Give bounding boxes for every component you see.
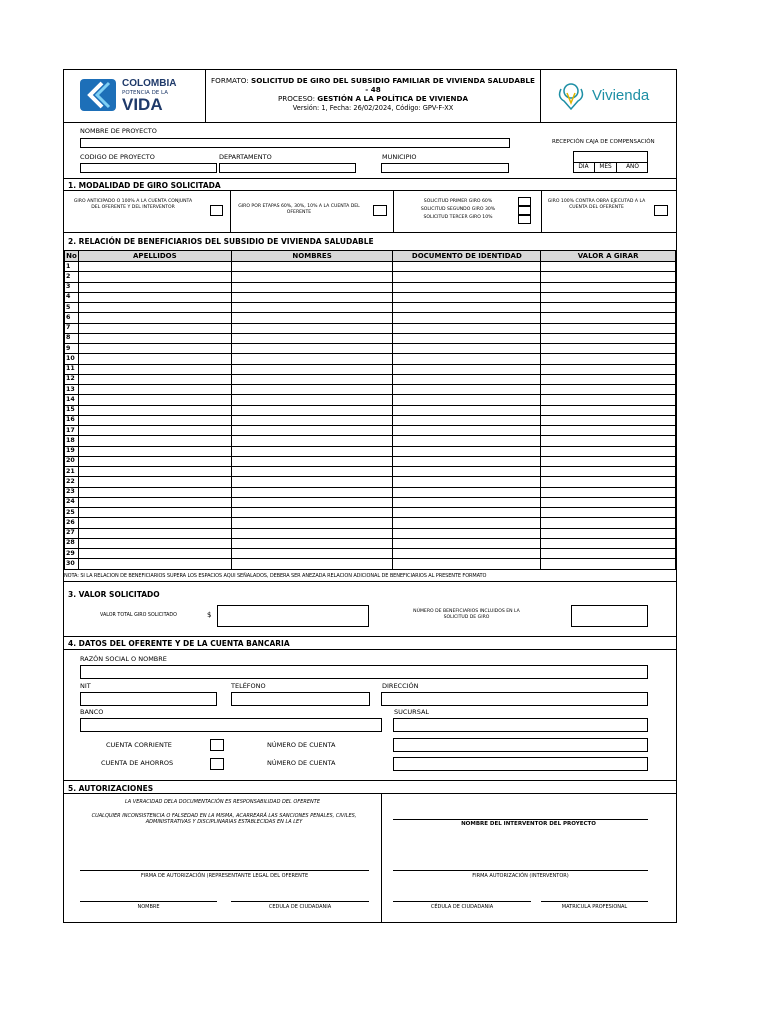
documento-cell[interactable] [393, 303, 541, 313]
row-number: 30 [65, 559, 79, 569]
nombres-cell[interactable] [231, 477, 393, 487]
row-number: 27 [65, 528, 79, 538]
documento-cell[interactable] [393, 446, 541, 456]
numero-cuenta-field-1[interactable] [393, 738, 648, 752]
valor-cell[interactable] [541, 549, 676, 559]
valor-cell[interactable] [541, 354, 676, 364]
opt3c-checkbox[interactable] [518, 215, 531, 224]
apellidos-cell[interactable] [78, 374, 231, 384]
valor-cell[interactable] [541, 436, 676, 446]
documento-cell[interactable] [393, 497, 541, 507]
documento-cell[interactable] [393, 374, 541, 384]
documento-cell[interactable] [393, 262, 541, 272]
row-number: 1 [65, 262, 79, 272]
row-number: 10 [65, 354, 79, 364]
documento-cell[interactable] [393, 385, 541, 395]
apellidos-cell[interactable] [78, 508, 231, 518]
opt2-label: GIRO POR ETAPAS 60%, 30%, 10% A LA CUENTA DEL OFERENTE [238, 204, 360, 215]
apellidos-cell[interactable] [78, 262, 231, 272]
section3-title: 3. VALOR SOLICITADO [68, 590, 160, 599]
apellidos-cell[interactable] [78, 415, 231, 425]
table-row [65, 436, 676, 446]
row-number: 2 [65, 272, 79, 282]
table-header-row [65, 251, 676, 262]
nombres-cell[interactable] [231, 374, 393, 384]
nombres-cell[interactable] [231, 528, 393, 538]
banco-field[interactable] [80, 718, 382, 732]
documento-cell[interactable] [393, 436, 541, 446]
apellidos-cell[interactable] [78, 405, 231, 415]
row-number: 29 [65, 549, 79, 559]
opt2-checkbox[interactable] [373, 205, 387, 216]
table-row [65, 467, 676, 477]
recepcion-label: RECEPCIÓN CAJA DE COMPENSACIÓN [552, 139, 655, 145]
table-row [65, 385, 676, 395]
valor-cell[interactable] [541, 333, 676, 343]
direccion-field[interactable] [381, 692, 648, 706]
valor-cell[interactable] [541, 323, 676, 333]
documento-cell[interactable] [393, 518, 541, 528]
apellidos-cell[interactable] [78, 426, 231, 436]
opt3a-label: SOLICITUD PRIMER GIRO 60% [423, 199, 493, 204]
interventor-name-label: NOMBRE DEL INTERVENTOR DEL PROYECTO [461, 821, 596, 827]
apellidos-cell[interactable] [78, 467, 231, 477]
apellidos-cell[interactable] [78, 364, 231, 374]
razon-social-label: RAZÓN SOCIAL O NOMBRE [80, 655, 167, 663]
proceso-line [206, 94, 540, 103]
apellidos-cell[interactable] [78, 344, 231, 354]
firma-oferente-label: FIRMA DE AUTORIZACIÓN (REPRESENTANTE LEGAL DEL OFERENTE [140, 873, 309, 879]
documento-cell[interactable] [393, 323, 541, 333]
formato-title [206, 76, 540, 85]
dia-label: DÍA [578, 164, 589, 170]
documento-cell[interactable] [393, 405, 541, 415]
coat-of-arms-icon [554, 79, 588, 113]
documento-cell[interactable] [393, 467, 541, 477]
matricula-label: MATRICULA PROFESIONAL [561, 904, 628, 910]
firma-interventor-label: FIRMA AUTORIZACIÓN (INTERVENTOR) [472, 873, 569, 879]
section4-title: 4. DATOS DEL OFERENTE Y DE LA CUENTA BANCARIA [68, 639, 290, 648]
row-number: 23 [65, 487, 79, 497]
valor-cell[interactable] [541, 559, 676, 569]
apellidos-cell[interactable] [78, 456, 231, 466]
apellidos-cell[interactable] [78, 333, 231, 343]
nombres-cell[interactable] [231, 364, 393, 374]
nombres-cell[interactable] [231, 344, 393, 354]
banco-label: BANCO [80, 708, 104, 716]
beneficiaries-table [64, 250, 676, 570]
nombres-cell[interactable] [231, 333, 393, 343]
version-line: Versión: 1, Fecha: 26/02/2024, Código: GPV-F-XX [292, 104, 454, 112]
nombres-cell[interactable] [231, 508, 393, 518]
opt3a-checkbox[interactable] [518, 197, 531, 206]
table-row [65, 487, 676, 497]
valor-cell[interactable] [541, 446, 676, 456]
nombres-cell[interactable] [231, 282, 393, 292]
nombres-cell[interactable] [231, 303, 393, 313]
table-row [65, 477, 676, 487]
apellidos-cell[interactable] [78, 446, 231, 456]
apellidos-cell[interactable] [78, 292, 231, 302]
apellidos-cell[interactable] [78, 549, 231, 559]
row-number: 25 [65, 508, 79, 518]
opt3c-label: SOLICITUD TERCER GIRO 10% [423, 215, 493, 220]
row-number: 24 [65, 497, 79, 507]
nombres-cell[interactable] [231, 415, 393, 425]
row-number: 15 [65, 405, 79, 415]
nombres-cell[interactable] [231, 313, 393, 323]
valor-cell[interactable] [541, 364, 676, 374]
valor-cell[interactable] [541, 262, 676, 272]
documento-cell[interactable] [393, 487, 541, 497]
apellidos-cell[interactable] [78, 303, 231, 313]
request-form [63, 69, 677, 923]
apellidos-cell[interactable] [78, 538, 231, 548]
cedula-interventor-label: CÉDULA DE CIUDADANIA [430, 904, 494, 910]
valor-cell[interactable] [541, 415, 676, 425]
row-number: 6 [65, 313, 79, 323]
nombre-proyecto-field[interactable] [80, 138, 510, 148]
nit-field[interactable] [80, 692, 217, 706]
table-row [65, 415, 676, 425]
table-row [65, 446, 676, 456]
proceso-prefix: PROCESO: [277, 94, 315, 103]
apellidos-cell[interactable] [78, 487, 231, 497]
table-row [65, 395, 676, 405]
razon-social-field[interactable] [80, 665, 648, 679]
table-row [65, 354, 676, 364]
opt3b-label: SOLICITUD SEGUNDO GIRO 30% [420, 207, 496, 212]
numero-cuenta-label-2: NÚMERO DE CUENTA [267, 759, 336, 767]
apellidos-cell[interactable] [78, 272, 231, 282]
nombres-cell[interactable] [231, 497, 393, 507]
formato-prefix: FORMATO: [211, 76, 249, 85]
row-number: 14 [65, 395, 79, 405]
row-number: 9 [65, 344, 79, 354]
row-number: 12 [65, 374, 79, 384]
valor-cell[interactable] [541, 282, 676, 292]
valor-cell[interactable] [541, 487, 676, 497]
valor-cell[interactable] [541, 477, 676, 487]
row-number: 19 [65, 446, 79, 456]
apellidos-cell[interactable] [78, 477, 231, 487]
table-row [65, 282, 676, 292]
numero-cuenta-field-2[interactable] [393, 757, 648, 771]
codigo-proyecto-field[interactable] [80, 163, 217, 173]
nombres-cell[interactable] [231, 549, 393, 559]
valor-cell[interactable] [541, 313, 676, 323]
nombres-cell[interactable] [231, 538, 393, 548]
nombres-cell[interactable] [231, 354, 393, 364]
row-number: 3 [65, 282, 79, 292]
apellidos-cell[interactable] [78, 313, 231, 323]
municipio-field[interactable] [381, 163, 509, 173]
row-number: 7 [65, 323, 79, 333]
table-row [65, 456, 676, 466]
table-row [65, 497, 676, 507]
table-row [65, 303, 676, 313]
row-number: 18 [65, 436, 79, 446]
formato-number: - 48 [365, 85, 381, 94]
section1-title: 1. MODALIDAD DE GIRO SOLICITADA [68, 181, 221, 190]
mes-label: MES [599, 164, 612, 170]
valor-cell[interactable] [541, 303, 676, 313]
documento-cell[interactable] [393, 528, 541, 538]
table-row [65, 344, 676, 354]
valor-cell[interactable] [541, 395, 676, 405]
telefono-label: TELÉFONO [231, 682, 266, 690]
nombres-cell[interactable] [231, 272, 393, 282]
row-number: 28 [65, 538, 79, 548]
sucursal-field[interactable] [393, 718, 648, 732]
documento-cell[interactable] [393, 415, 541, 425]
table-row [65, 374, 676, 384]
valor-cell[interactable] [541, 374, 676, 384]
table-row [65, 528, 676, 538]
row-number: 13 [65, 385, 79, 395]
table-row [65, 426, 676, 436]
col-apellidos: APELLIDOS [78, 251, 231, 262]
municipio-label: MUNICIPIO [382, 153, 417, 161]
opt4-checkbox[interactable] [654, 205, 668, 216]
currency-symbol: $ [207, 611, 212, 619]
nombres-cell[interactable] [231, 395, 393, 405]
nombres-cell[interactable] [231, 426, 393, 436]
apellidos-cell[interactable] [78, 282, 231, 292]
row-number: 17 [65, 426, 79, 436]
telefono-field[interactable] [231, 692, 370, 706]
cedula-oferente-label: CEDULA DE CIUDADANIA [268, 904, 332, 910]
documento-cell[interactable] [393, 364, 541, 374]
sucursal-label: SUCURSAL [394, 708, 430, 716]
cuenta-corriente-checkbox[interactable] [210, 739, 224, 751]
documento-cell[interactable] [393, 354, 541, 364]
apellidos-cell[interactable] [78, 323, 231, 333]
departamento-field[interactable] [219, 163, 356, 173]
row-number: 26 [65, 518, 79, 528]
apellidos-cell[interactable] [78, 395, 231, 405]
documento-cell[interactable] [393, 344, 541, 354]
col-valor: VALOR A GIRAR [541, 251, 676, 262]
cuenta-ahorros-label: CUENTA DE AHORROS [101, 759, 174, 767]
table-row [65, 405, 676, 415]
nombres-cell[interactable] [231, 323, 393, 333]
valor-cell[interactable] [541, 456, 676, 466]
table-row [65, 292, 676, 302]
colombia-arrow-icon [78, 75, 118, 115]
valor-total-field[interactable] [217, 605, 369, 627]
nombre-label: NOMBRE [137, 904, 160, 910]
row-number: 8 [65, 333, 79, 343]
row-number: 21 [65, 467, 79, 477]
colombia-logo [78, 75, 183, 115]
row-number: 20 [65, 456, 79, 466]
opt4-label: GIRO 100% CONTRA OBRA EJECUTAD A LA CUENTA DEL OFERENTE [547, 199, 646, 210]
logo-line1: COLOMBIA [122, 78, 177, 89]
apellidos-cell[interactable] [78, 385, 231, 395]
valor-cell[interactable] [541, 467, 676, 477]
nombres-cell[interactable] [231, 292, 393, 302]
row-number: 22 [65, 477, 79, 487]
nit-label: NIT [80, 682, 91, 690]
cuenta-corriente-label: CUENTA CORRIENTE [106, 741, 172, 749]
row-number: 16 [65, 415, 79, 425]
numero-beneficiarios-field[interactable] [571, 605, 648, 627]
table-row [65, 508, 676, 518]
proceso-name: GESTIÓN A LA POLÍTICA DE VIVIENDA [317, 94, 469, 103]
logo-line2: POTENCIA DE LA [122, 90, 168, 96]
departamento-label: DEPARTAMENTO [219, 153, 272, 161]
documento-cell[interactable] [393, 395, 541, 405]
table-row [65, 518, 676, 528]
numero-cuenta-label-1: NÚMERO DE CUENTA [267, 741, 336, 749]
table-row [65, 333, 676, 343]
formato-name: SOLICITUD DE GIRO DEL SUBSIDIO FAMILIAR DE VIVIENDA SALUDABLE [251, 76, 535, 85]
anio-label: AÑO [626, 164, 639, 170]
section5-title: 5. AUTORIZACIONES [68, 784, 154, 793]
table-row [65, 549, 676, 559]
table-row [65, 364, 676, 374]
documento-cell[interactable] [393, 538, 541, 548]
apellidos-cell[interactable] [78, 354, 231, 364]
valor-cell[interactable] [541, 385, 676, 395]
nombres-cell[interactable] [231, 405, 393, 415]
valor-cell[interactable] [541, 497, 676, 507]
direccion-label: DIRECCIÓN [382, 682, 419, 690]
table-row [65, 323, 676, 333]
section2-title: 2. RELACIÓN DE BENEFICIARIOS DEL SUBSIDIO DE VIVIENDA SALUDABLE [68, 237, 374, 246]
codigo-proyecto-label: CODIGO DE PROYECTO [80, 153, 155, 161]
documento-cell[interactable] [393, 272, 541, 282]
opt3b-checkbox[interactable] [518, 206, 531, 215]
documento-cell[interactable] [393, 292, 541, 302]
valor-cell[interactable] [541, 528, 676, 538]
documento-cell[interactable] [393, 508, 541, 518]
apellidos-cell[interactable] [78, 559, 231, 569]
valor-total-label: VALOR TOTAL GIRO SOLICITADO [100, 613, 177, 618]
table-row [65, 262, 676, 272]
nota-text: NOTA: SI LA RELACION DE BENEFICIARIOS SUPERA LOS ESPACIOS AQUI SEÑALADOS, DEBERA SER ANEZADA RELACION ADICIONAL DE BENEFICIARIOS AL PRESENTE FORMATO [64, 573, 487, 579]
numero-beneficiarios-label: NÚMERO DE BENEFICIARIOS INCLUIDOS EN LA SOLICITUD DE GIRO [413, 609, 520, 620]
documento-cell[interactable] [393, 313, 541, 323]
nombre-proyecto-label: NOMBRE DE PROYECTO [80, 127, 157, 135]
opt1-label: GIRO ANTICIPADO O 100% A LA CUENTA CONJUNTA DEL OFERENTE Y DEL INTERVENTOR [73, 199, 193, 210]
logo-line3: VIDA [122, 95, 163, 114]
vivienda-logo [554, 79, 664, 113]
row-number: 5 [65, 303, 79, 313]
apellidos-cell[interactable] [78, 528, 231, 538]
nombres-cell[interactable] [231, 559, 393, 569]
table-row [65, 272, 676, 282]
table-row [65, 559, 676, 569]
row-number: 11 [65, 364, 79, 374]
documento-cell[interactable] [393, 456, 541, 466]
valor-cell[interactable] [541, 405, 676, 415]
nombres-cell[interactable] [231, 446, 393, 456]
apellidos-cell[interactable] [78, 436, 231, 446]
valor-cell[interactable] [541, 344, 676, 354]
row-number: 4 [65, 292, 79, 302]
col-documento: DOCUMENTO DE IDENTIDAD [393, 251, 541, 262]
apellidos-cell[interactable] [78, 518, 231, 528]
documento-cell[interactable] [393, 549, 541, 559]
table-row [65, 538, 676, 548]
nombres-cell[interactable] [231, 518, 393, 528]
col-no: No [66, 252, 77, 260]
valor-cell[interactable] [541, 508, 676, 518]
documento-cell[interactable] [393, 426, 541, 436]
valor-cell[interactable] [541, 518, 676, 528]
nombres-cell[interactable] [231, 467, 393, 477]
documento-cell[interactable] [393, 559, 541, 569]
documento-cell[interactable] [393, 477, 541, 487]
table-row [65, 313, 676, 323]
documento-cell[interactable] [393, 333, 541, 343]
nombres-cell[interactable] [231, 456, 393, 466]
opt1-checkbox[interactable] [210, 205, 223, 216]
nombres-cell[interactable] [231, 487, 393, 497]
nombres-cell[interactable] [231, 262, 393, 272]
veracidad-text: LA VERACIDAD DELA DOCUMENTACIÓN ES RESPONSABILIDAD DEL OFERENTE [125, 799, 320, 805]
valor-cell[interactable] [541, 272, 676, 282]
col-nombres: NOMBRES [231, 251, 393, 262]
valor-cell[interactable] [541, 538, 676, 548]
nombres-cell[interactable] [231, 385, 393, 395]
nombres-cell[interactable] [231, 436, 393, 446]
cuenta-ahorros-checkbox[interactable] [210, 758, 224, 770]
valor-cell[interactable] [541, 426, 676, 436]
valor-cell[interactable] [541, 292, 676, 302]
apellidos-cell[interactable] [78, 497, 231, 507]
documento-cell[interactable] [393, 282, 541, 292]
vivienda-text: Vivienda [592, 87, 650, 104]
inconsistencia-text: CUALQUIER INCONSISTENCIA O FALSEDAD EN LA MISMA, ACARREARÁ LAS SANCIONES PENALES, CIVILES, ADMINISTRATIVAS Y DISCIPLINARIAS ESTABLECIDAS EN LA LEY [91, 813, 357, 825]
